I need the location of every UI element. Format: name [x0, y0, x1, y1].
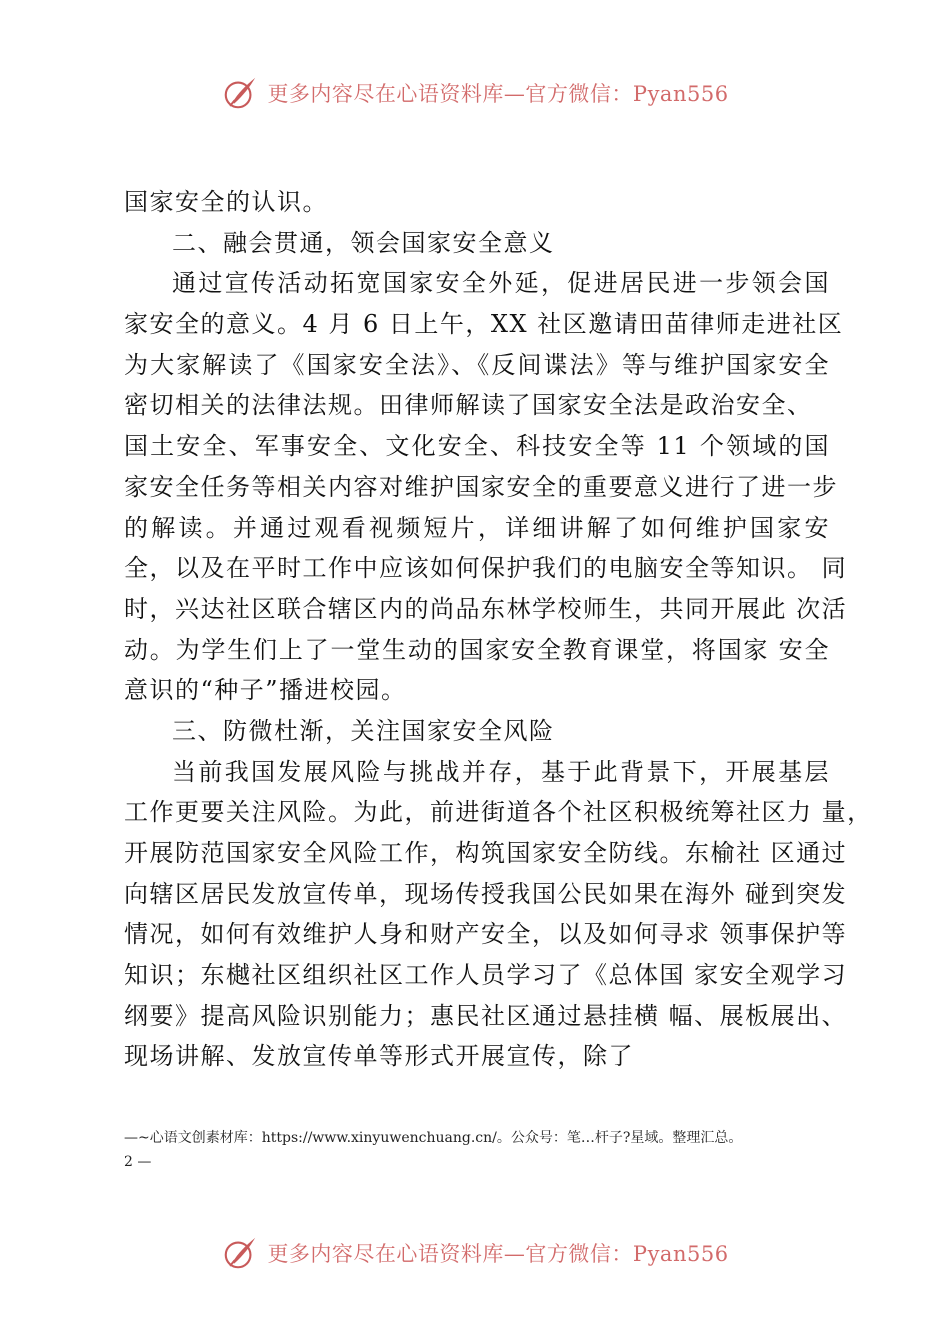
text-line: 情况，如何有效维护人身和财产安全，以及如何寻求 领事保护等 [124, 920, 848, 949]
watermark-text: 更多内容尽在心语资料库—官方微信：Pyan556 [267, 82, 729, 106]
text-line: 二、融会贯通，领会国家安全意义 [172, 228, 555, 257]
text-line: 密切相关的法律法规。田律师解读了国家安全法是政治安全、 [124, 391, 813, 420]
text-line: 三、防微杜渐，关注国家安全风险 [172, 716, 555, 745]
watermark-banner-top [0, 68, 950, 118]
quill-logo-icon [221, 1234, 259, 1272]
watermark-banner-bottom [0, 1228, 950, 1278]
text-line: 的解读。并通过观看视频短片，详细讲解了如何维护国家安 [124, 513, 830, 542]
text-line: 家安全的意义。4 月 6 日上午，XX 社区邀请田苗律师走进社区 [124, 310, 844, 339]
text-line: 家安全任务等相关内容对维护国家安全的重要意义进行了进一步 [124, 472, 838, 501]
text-line: 时，兴达社区联合辖区内的尚品东林学校师生，共同开展此 次活 [124, 594, 848, 623]
text-line: 知识；东樾社区组织社区工作人员学习了《总体国 家安全观学习 [124, 961, 848, 990]
text-line: 工作更要关注风险。为此，前进街道各个社区积极统筹社区力 量， [124, 798, 873, 827]
text-line: 向辖区居民发放宣传单，现场传授我国公民如果在海外 碰到突发 [124, 879, 848, 908]
text-line: 国土安全、军事安全、文化安全、科技安全等 11 个领域的国 [124, 432, 830, 461]
quill-logo-icon [221, 74, 259, 112]
text-line: 全，以及在平时工作中应该如何保护我们的电脑安全等知识。 同 [124, 554, 848, 583]
footer-note: —~心语文创素材库：https://www.xinyuwenchuang.cn/。公众号：笔…杆子?星域。整理汇总。 [124, 1130, 743, 1146]
text-line: 意识的“种子”播进校园。 [124, 676, 407, 705]
text-line: 为大家解读了《国家安全法》、《反间谍法》等与维护国家安全 [124, 350, 830, 379]
text-line: 国家安全的认识。 [124, 188, 328, 216]
text-line: 纲要》提高风险识别能力；惠民社区通过悬挂横 幅、展板展出、 [124, 1001, 848, 1030]
document-body [124, 182, 873, 1077]
text-line: 开展防范国家安全风险工作，构筑国家安全防线。东榆社 区通过 [124, 839, 848, 867]
text-line: 通过宣传活动拓宽国家安全外延，促进居民进一步领会国 [172, 269, 830, 298]
text-line: 当前我国发展风险与挑战并存，基于此背景下，开展基层 [172, 757, 830, 786]
text-line: 现场讲解、发放宣传单等形式开展宣传，除了 [124, 1042, 634, 1071]
page-number: 2 — [124, 1154, 152, 1170]
watermark-text: 更多内容尽在心语资料库—官方微信：Pyan556 [267, 1242, 729, 1266]
text-line: 动。为学生们上了一堂生动的国家安全教育课堂，将国家 安全 [124, 635, 830, 664]
